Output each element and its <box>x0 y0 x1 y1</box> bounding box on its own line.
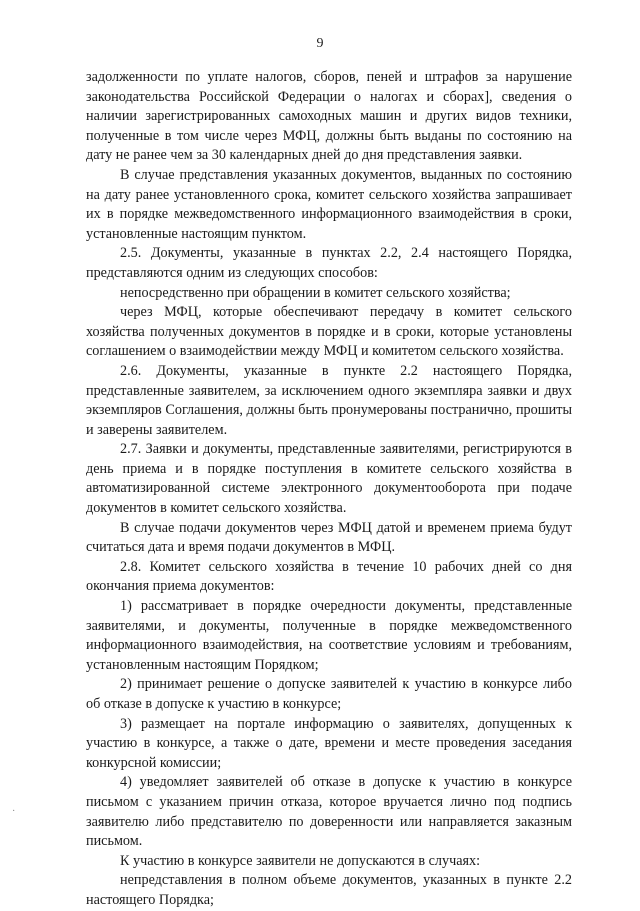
paragraph: через МФЦ, которые обеспечивают передачу в комитет сельского хозяйства полученных документов в порядке и в сроки, которые установлены соглашением о взаимодействии между МФЦ и комитетом сельского хозяйства. <box>86 304 572 360</box>
page-number: 9 <box>316 36 324 51</box>
paragraph: 2.8. Комитет сельского хозяйства в течение 10 рабочих дней со дня окончания приема документов: <box>86 558 572 595</box>
paragraph: В случае подачи документов через МФЦ датой и временем приема будут считаться дата и время подачи документов в МФЦ. <box>86 519 572 556</box>
paragraph: 2.6. Документы, указанные в пункте 2.2 настоящего Порядка, представленные заявителем, за исключением одного экземпляра заявки и двух экземпляров Соглашения, должны быть пронумерованы постранично, прошиты и заверены заявителем. <box>86 362 572 438</box>
paragraph: 1) рассматривает в порядке очередности документы, представленные заявителями, и документы, полученные в порядке межведомственного информационного взаимодействия, на соответствие условиям и требованиям, установленным настоящим Порядком; <box>86 598 572 673</box>
paragraph: 3) размещает на портале информацию о заявителях, допущенных к участию в конкурсе, а также о дате, времени и месте проведения заседания конкурсной комиссии; <box>86 715 572 771</box>
margin-mark: · <box>12 806 16 817</box>
paragraph: 2.5. Документы, указанные в пунктах 2.2, 2.4 настоящего Порядка, представляются одним из следующих способов: <box>86 245 572 281</box>
paragraph: 2.7. Заявки и документы, представленные заявителями, регистрируются в день приема и в порядке поступления в комитете сельского хозяйства в автоматизированной системе электронного документооборота при подаче документов в комитет сельского хозяйства. <box>86 441 572 517</box>
paragraph: непосредственно при обращении в комитет сельского хозяйства; <box>120 284 511 301</box>
document-body <box>86 68 572 911</box>
paragraph: 2) принимает решение о допуске заявителей к участию в конкурсе либо об отказе в допуске к участию в конкурсе; <box>86 676 572 712</box>
paragraph: К участию в конкурсе заявители не допускаются в случаях: <box>120 852 481 869</box>
paragraph: задолженности по уплате налогов, сборов, пеней и штрафов за нарушение законодательства Российской Федерации о налогах и сборах], сведения о наличии зарегистрированных самоходных машин и других видов техники, полученные в том числе через МФЦ, должны быть выданы по состоянию на дату не ранее чем за 30 календарных дней до дня представления заявки. <box>86 69 572 164</box>
paragraph: 4) уведомляет заявителей об отказе в допуске к участию в конкурсе письмом с указанием причин отказа, которое вручается лично под подпись заявителю либо представителю по доверенности или направляется заказным письмом. <box>86 774 572 850</box>
paragraph: В случае представления указанных документов, выданных по состоянию на дату ранее установленного срока, комитет сельского хозяйства запрашивает их в порядке межведомственного информационного взаимодействия в сроки, установленные настоящим пунктом. <box>86 166 572 242</box>
paragraph: непредставления в полном объеме документов, указанных в пункте 2.2 настоящего Порядка; <box>86 872 572 908</box>
